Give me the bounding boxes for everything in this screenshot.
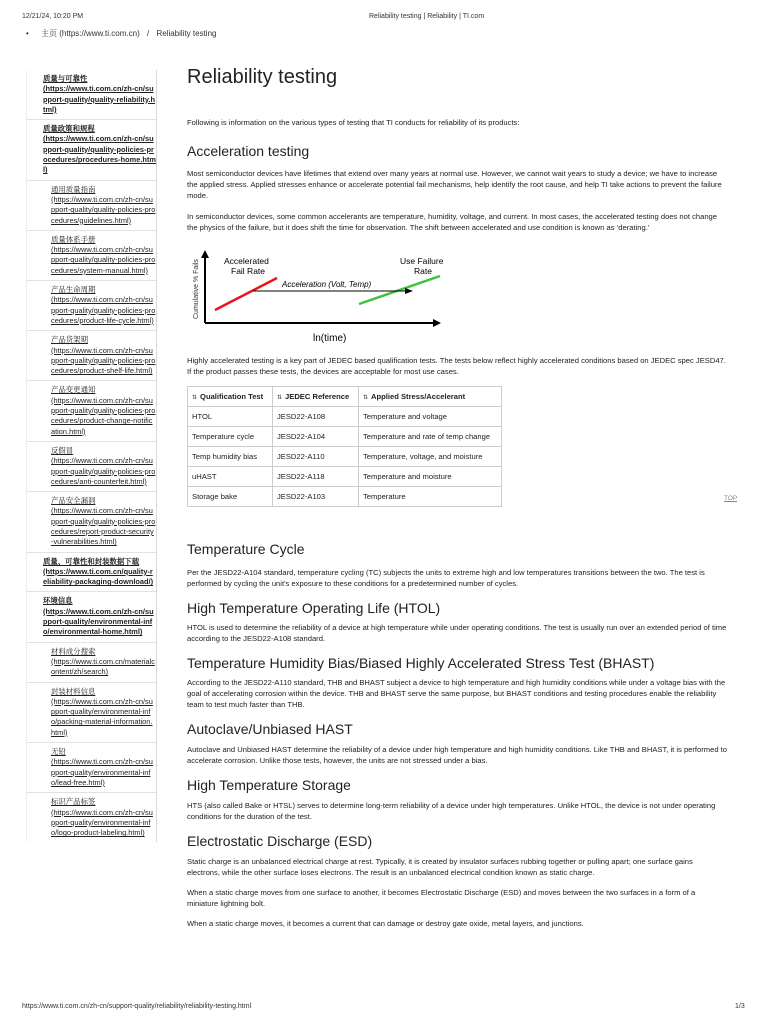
sidebar-item-title[interactable]: 环境信息 bbox=[43, 596, 73, 606]
section-heading: Acceleration testing bbox=[187, 143, 310, 159]
column-header-applied-stress[interactable]: ⇅ Applied Stress/Accelerant bbox=[359, 387, 502, 407]
column-header-qualification-test[interactable]: ⇅ Qualification Test bbox=[188, 387, 273, 407]
intro-paragraph: Following is information on the various types of testing that TI conducts for reliability of its products: bbox=[187, 118, 520, 127]
sidebar-item-title[interactable]: 产品货架期 bbox=[51, 335, 88, 345]
sidebar-item-url[interactable]: (https://www.ti.com.cn/quality-reliability-packaging-download/) bbox=[43, 566, 154, 587]
sidebar-item-url[interactable]: (https://www.ti.com.cn/zh-cn/support-quality/quality-policies-procedures/product-shelf-life.html) bbox=[51, 345, 156, 376]
section-paragraph: According to the JESD22-A110 standard, THB and BHAST subject a device to high temperature and high humidity conditions while under a voltage bias with the goal of accelerating corrosion within the device. THB and BHAST serve the same purpose, but BHAST conditions and testing procedures enable the reliability team to test much faster than THB. bbox=[187, 678, 726, 709]
page-title: Reliability testing bbox=[187, 66, 338, 88]
section-paragraph: In semiconductor devices, some common accelerants are temperature, humidity, voltage, and current. In most cases, the accelerated testing does not change the physics of the failure, but it does shift the time for observation. The shift between accelerated and use condition is known as ‘derating.’ bbox=[187, 212, 718, 232]
section-paragraph: When a static charge moves from one surface to another, it becomes Electrostatic Discharge (ESD) and moves between the two surfaces in a form of a miniature lightning bolt. bbox=[187, 888, 696, 908]
sort-icon[interactable]: ⇅ bbox=[277, 395, 283, 401]
sidebar-item-packing-material[interactable] bbox=[27, 683, 156, 743]
accel-label-line2: Fail Rate bbox=[231, 266, 266, 276]
accel-label-line1: Accelerated bbox=[224, 256, 269, 266]
breadcrumb bbox=[26, 28, 221, 39]
print-page-title: Reliability testing | Reliability | TI.com bbox=[369, 13, 485, 20]
sidebar-item-title[interactable]: 封装材料信息 bbox=[51, 686, 96, 696]
sidebar-item-material-search[interactable] bbox=[27, 643, 156, 683]
sidebar-item-title[interactable]: 通用质量指南 bbox=[51, 184, 96, 194]
sidebar-item-title[interactable]: 质量与可靠性 bbox=[43, 74, 88, 83]
sidebar-item-title[interactable]: 反假冒 bbox=[51, 445, 74, 455]
table-row bbox=[188, 407, 502, 427]
sidebar-item-environmental[interactable] bbox=[27, 592, 156, 642]
section-paragraph: Static charge is an unbalanced electrical charge at rest. Typically, it is created by insulator surfaces rubbing together or pulling apart; one surface gains electrons, while the other surface loses electrons. The result is an unbalanced electrical condition known as static charge. bbox=[187, 857, 693, 877]
table-cell: Temperature bbox=[359, 487, 502, 507]
sidebar-item-url[interactable]: (https://www.ti.com.cn/zh-cn/support-quality/quality-policies-procedures/system-manual.html) bbox=[51, 245, 156, 275]
table-cell: JESD22-A103 bbox=[273, 487, 359, 507]
table-cell: Temperature and voltage bbox=[359, 407, 502, 427]
acceleration-arrow-label: Acceleration (Volt, Temp) bbox=[282, 280, 372, 289]
accel-fail-rate-line bbox=[215, 278, 277, 310]
sidebar-item-url[interactable]: (https://www.ti.com.cn/zh-cn/support-quality/quality-reliability.html) bbox=[43, 84, 155, 114]
use-label-line2: Rate bbox=[414, 266, 432, 276]
table-cell: Storage bake bbox=[188, 487, 273, 507]
table-row bbox=[188, 467, 502, 487]
section-heading: High Temperature Storage bbox=[187, 777, 351, 793]
jedec-paragraph: Highly accelerated testing is a key part of JEDEC based qualification tests. The tests below reflect highly accelerated conditions based on JEDEC spec JESD47. If the product passes these tests, the devices are acceptable for most use cases. bbox=[187, 356, 726, 376]
sidebar-item-guidelines[interactable] bbox=[27, 181, 156, 231]
sidebar-item-url[interactable]: (https://www.ti.com.cn/zh-cn/support-quality/quality-policies-procedures/report-product-security-vulnerabilities.html) bbox=[51, 506, 156, 547]
sidebar-item-url[interactable]: (https://www.ti.com.cn/zh-cn/support-quality/quality-policies-procedures/guidelines.html) bbox=[51, 194, 156, 225]
section-paragraph: Per the JESD22-A104 standard, temperature cycling (TC) subjects the units to extreme high and low temperatures transitions between the two. The test is performed by cycling the unit's exposure to these conditions for a predetermined number of cycles. bbox=[187, 568, 705, 588]
table-cell: JESD22-A110 bbox=[273, 447, 359, 467]
back-to-top-link[interactable]: TOP bbox=[724, 495, 738, 502]
sidebar-item-url[interactable]: (https://www.ti.com.cn/zh-cn/support-quality/quality-policies-procedures/procedures-home.html) bbox=[43, 134, 156, 175]
qualification-table bbox=[187, 386, 502, 507]
sidebar-item-life-cycle[interactable] bbox=[27, 281, 156, 331]
footer-url: https://www.ti.com.cn/zh-cn/support-quality/reliability/reliability-testing.html bbox=[22, 1003, 252, 1010]
sidebar-item-title[interactable]: 质量、可靠性和封装数据下载 bbox=[43, 556, 140, 566]
sidebar-item-url[interactable]: (https://www.ti.com.cn/zh-cn/support-quality/environmental-info/lead-free.html) bbox=[51, 757, 153, 787]
table-cell: JESD22-A104 bbox=[273, 427, 359, 447]
table-header-row bbox=[188, 387, 502, 407]
table-cell: Temperature, voltage, and moisture bbox=[359, 447, 502, 467]
table-row bbox=[188, 427, 502, 447]
breadcrumb-separator: / bbox=[146, 29, 150, 38]
sidebar-item-system-manual[interactable] bbox=[27, 231, 156, 281]
table-cell: HTOL bbox=[188, 407, 273, 427]
sidebar-item-title[interactable]: 材料成分搜索 bbox=[51, 646, 96, 656]
sort-icon[interactable]: ⇅ bbox=[363, 395, 369, 401]
table-cell: Temperature cycle bbox=[188, 427, 273, 447]
section-heading: Electrostatic Discharge (ESD) bbox=[187, 833, 373, 849]
acceleration-arrowhead bbox=[405, 288, 413, 294]
sidebar-item-lead-free[interactable] bbox=[27, 743, 156, 793]
section-heading: Autoclave/Unbiased HAST bbox=[187, 721, 353, 737]
diagram-x-label: ln(time) bbox=[313, 333, 347, 344]
diagram-y-label: Cumulative % Fails bbox=[193, 259, 200, 319]
section-heading: Temperature Cycle bbox=[187, 541, 305, 557]
diagram-x-arrowhead bbox=[433, 319, 441, 327]
table-cell: Temperature and moisture bbox=[359, 467, 502, 487]
breadcrumb-home-link[interactable]: 主页 (https://www.ti.com.cn) bbox=[41, 29, 140, 38]
sidebar-item-change-notification[interactable] bbox=[27, 381, 156, 441]
table-cell: JESD22-A108 bbox=[273, 407, 359, 427]
table-cell: JESD22-A118 bbox=[273, 467, 359, 487]
sidebar-item-data-download[interactable] bbox=[27, 553, 156, 593]
sidebar-item-title[interactable]: 质量政策和规程 bbox=[43, 124, 95, 134]
sidebar-item-security-vulnerabilities[interactable] bbox=[27, 492, 156, 552]
sidebar-item-title[interactable]: 产品生命周期 bbox=[51, 285, 96, 295]
column-header-jedec-reference[interactable]: ⇅ JEDEC Reference bbox=[273, 387, 359, 407]
breadcrumb-current: Reliability testing bbox=[156, 29, 217, 38]
sidebar-item-url[interactable]: (https://www.ti.com.cn/zh-cn/support-quality/environmental-info/environmental-home.html) bbox=[43, 606, 154, 637]
sidebar-item-title[interactable]: 产品变更通知 bbox=[51, 385, 96, 395]
table-cell: Temperature and rate of temp change bbox=[359, 427, 502, 447]
print-datetime: 12/21/24, 10:20 PM bbox=[22, 13, 84, 20]
table-cell: uHAST bbox=[188, 467, 273, 487]
table-row bbox=[188, 487, 502, 507]
sidebar-item-url[interactable]: (https://www.ti.com.cn/zh-cn/support-quality/environmental-info/packing-material-information.html) bbox=[51, 696, 153, 737]
table-row bbox=[188, 447, 502, 467]
section-paragraph: HTS (also called Bake or HTSL) serves to determine long-term reliability of a device under high temperatures. Unlike HTOL, the device is not under operating conditions for the duration of the test. bbox=[187, 801, 716, 821]
sort-icon[interactable]: ⇅ bbox=[192, 395, 198, 401]
sidebar-item-logo-labeling[interactable] bbox=[27, 793, 156, 842]
section-paragraph: HTOL is used to determine the reliability of a device at high temperature while under operating conditions. The test is usually run over an extended period of time according to the JESD22-A108 standard. bbox=[187, 623, 727, 643]
sidebar-item-title[interactable]: 产品安全漏洞 bbox=[51, 496, 96, 506]
section-paragraph: When a static charge moves, it becomes a current that can damage or destroy gate oxide, metal layers, and junctions. bbox=[187, 919, 584, 928]
footer-page-number: 1/3 bbox=[735, 1003, 745, 1010]
sidebar-nav bbox=[26, 70, 157, 842]
main-content bbox=[187, 66, 727, 929]
sidebar-item-quality-reliability[interactable] bbox=[27, 70, 156, 120]
sidebar-item-title[interactable]: 标识产品标签 bbox=[51, 797, 96, 807]
sidebar-item-title[interactable]: 无铅 bbox=[51, 747, 66, 757]
sidebar-item-title[interactable]: 质量体系手册 bbox=[51, 234, 96, 244]
section-heading: High Temperature Operating Life (HTOL) bbox=[187, 600, 441, 616]
sidebar-item-url[interactable]: (https://www.ti.com.cn/zh-cn/support-quality/environmental-info/logo-product-labeling.html) bbox=[51, 807, 153, 838]
sidebar-item-policies[interactable] bbox=[27, 120, 156, 180]
sidebar-item-url[interactable]: (https://www.ti.com.cn/zh-cn/support-quality/quality-policies-procedures/product-change-notification.html) bbox=[51, 395, 156, 436]
sidebar-item-shelf-life[interactable] bbox=[27, 331, 156, 381]
acceleration-diagram bbox=[187, 247, 457, 347]
sidebar-item-url[interactable]: (https://www.ti.com.cn/zh-cn/support-quality/quality-policies-procedures/anti-counterfeit.html) bbox=[51, 456, 156, 486]
section-heading: Temperature Humidity Bias/Biased Highly Accelerated Stress Test (BHAST) bbox=[187, 655, 655, 671]
sidebar-item-url[interactable]: (https://www.ti.com.cn/materialcontent/zh/search) bbox=[51, 656, 155, 677]
sidebar-item-url[interactable]: (https://www.ti.com.cn/zh-cn/support-quality/quality-policies-procedures/product-life-cycle.html) bbox=[51, 295, 156, 325]
use-label-line1: Use Failure bbox=[400, 256, 444, 266]
breadcrumb-bullet: • bbox=[26, 29, 29, 38]
sidebar-item-anti-counterfeit[interactable] bbox=[27, 442, 156, 492]
diagram-y-arrowhead bbox=[201, 250, 209, 258]
section-paragraph: Most semiconductor devices have lifetimes that extend over many years at normal use. However, we cannot wait years to study a device; we have to increase the applied stress. Applied stresses enhance or accelerate potential fail mechanisms, help identify the root cause, and help TI take actions to prevent the failure mode. bbox=[187, 169, 722, 200]
section-paragraph: Autoclave and Unbiased HAST determine the reliability of a device under high temperature and high humidity conditions. Like THB and BHAST, it is performed to accelerate corrosion. Unlike those tests, however, the units are not stressed under a bias. bbox=[187, 745, 728, 765]
table-cell: Temp humidity bias bbox=[188, 447, 273, 467]
